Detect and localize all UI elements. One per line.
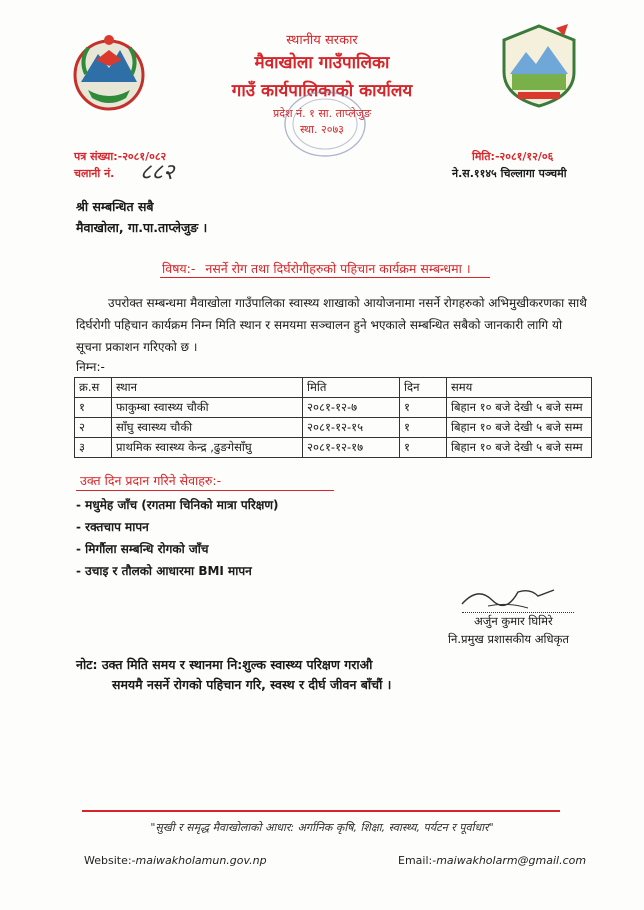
schedule-table	[74, 377, 592, 458]
table-header-cell: मिति	[303, 378, 400, 398]
header-office-name: गाउँ कार्यपालिकाको कार्यालय	[231, 81, 413, 101]
table-cell: २०८१-१२-१७	[303, 438, 400, 458]
header-municipality-name: मैवाखोला गाउँपालिका	[254, 53, 390, 73]
website-label: Website:-	[84, 854, 136, 867]
service-item: - उचाइ र तौलको आधारमा BMI मापन	[76, 564, 252, 578]
signature-line	[462, 612, 574, 613]
table-cell: १	[400, 418, 447, 438]
nepal-samvat-date: ने.स.११४५ चिल्लागा पञ्चमी	[452, 167, 567, 180]
footer-divider	[82, 810, 560, 812]
table-row	[75, 398, 592, 418]
service-item: - मधुमेह जाँच (रगतमा चिनिको मात्रा परिक्षण)	[76, 498, 279, 512]
service-item: - मिर्गौला सम्बन्धि रोगको जाँच	[76, 542, 209, 556]
table-header-cell: दिन	[400, 378, 447, 398]
table-cell: २०८१-१२-१५	[303, 418, 400, 438]
signatory-name: अर्जुन कुमार घिमिरे	[474, 614, 553, 628]
table-header-cell: स्थान	[112, 378, 303, 398]
table-cell: २०८१-१२-७	[303, 398, 400, 418]
table-cell: ३	[75, 438, 112, 458]
footer-email	[398, 854, 586, 867]
website-link[interactable]: maiwakholamun.gov.np	[135, 854, 267, 867]
services-title: उक्त दिन प्रदान गरिने सेवाहरु:-	[80, 473, 222, 488]
recipient-line-2: मैवाखोला, गा.पा.ताप्लेजुङ ।	[76, 220, 208, 235]
body-line-3: सूचना प्रकाशन गरिएको छ ।	[76, 340, 198, 354]
body-line-1: उपरोक्त सम्बन्धमा मैवाखोला गाउँपालिका स्वास्थ्य शाखाको आयोजनामा नसर्ने रोगहरुको अभिमुखीकरणका साथै	[108, 296, 587, 310]
email-link[interactable]: maiwakholarm@gmail.com	[436, 854, 587, 867]
service-item: - रक्तचाप मापन	[76, 520, 149, 534]
table-cell: बिहान १० बजे देखी ५ बजे सम्म	[447, 398, 592, 418]
table-cell: बिहान १० बजे देखी ५ बजे सम्म	[447, 438, 592, 458]
table-cell: फाकुम्बा स्वास्थ्य चौकी	[112, 398, 303, 418]
recipient-line-1: श्री सम्बन्धित सबै	[76, 199, 154, 214]
header-province: प्रदेश नं. १ सा. ताप्लेजुङ	[272, 107, 371, 120]
header-established: स्था. २०७३	[300, 123, 344, 136]
body-line-4: निम्न:-	[76, 360, 105, 374]
table-header-cell: क्र.स	[75, 378, 112, 398]
table-cell: प्राथमिक स्वास्थ्य केन्द्र ,ढुङगेसाँघु	[112, 438, 303, 458]
office-stamp	[282, 88, 368, 160]
table-row	[75, 418, 592, 438]
table-cell: साँघु स्वास्थ्य चौकी	[112, 418, 303, 438]
dispatch-number: ८८२	[140, 160, 175, 185]
body-line-2: दिर्घरोगी पहिचान कार्यक्रम निम्न मिति स्थान र समयमा सञ्चालन हुने भएकाले सम्बन्धित सबैको जानकारी लागि यो	[76, 318, 563, 332]
table-row	[75, 438, 592, 458]
footer-website	[84, 854, 267, 867]
email-label: Email:-	[398, 854, 437, 867]
signatory-title: नि.प्रमुख प्रशासकीय अधिकृत	[448, 632, 569, 646]
letter-number: पत्र संख्या:-२०८१/०८२	[74, 150, 167, 163]
subject-text: नसर्ने रोग तथा दिर्घरोगीहरुको पहिचान कार्यक्रम सम्बन्धमा ।	[205, 261, 471, 276]
table-header-cell: समय	[447, 378, 592, 398]
subject-label: विषय:-	[162, 261, 196, 276]
services-title-underline	[76, 490, 334, 491]
table-header-row	[75, 378, 592, 398]
table-cell: १	[400, 438, 447, 458]
subject-line	[162, 260, 471, 277]
note-line-1: नोट: उक्त मिति समय र स्थानमा नि:शुल्क स्वास्थ्य परिक्षण गराऔ	[76, 657, 373, 672]
footer-motto: "सुखी र समृद्ध मैवाखोलाको आधार: अर्गानिक कृषि, शिक्षा, स्वास्थ्य, पर्यटन र पूर्वाधार"	[150, 821, 494, 834]
table-cell: २	[75, 418, 112, 438]
dispatch-label: चलानी नं.	[74, 167, 115, 180]
signature-scribble	[458, 582, 558, 612]
table-cell: १	[400, 398, 447, 418]
header-local-government: स्थानीय सरकार	[286, 33, 358, 48]
letter-date: मिति:-२०८१/१२/०६	[472, 150, 554, 163]
table-cell: बिहान १० बजे देखी ५ बजे सम्म	[447, 418, 592, 438]
subject-underline	[160, 277, 490, 278]
note-line-2: समयमै नसर्ने रोगको पहिचान गरि, स्वस्थ र दीर्घ जीवन बाँचौं ।	[112, 677, 392, 692]
table-cell: १	[75, 398, 112, 418]
